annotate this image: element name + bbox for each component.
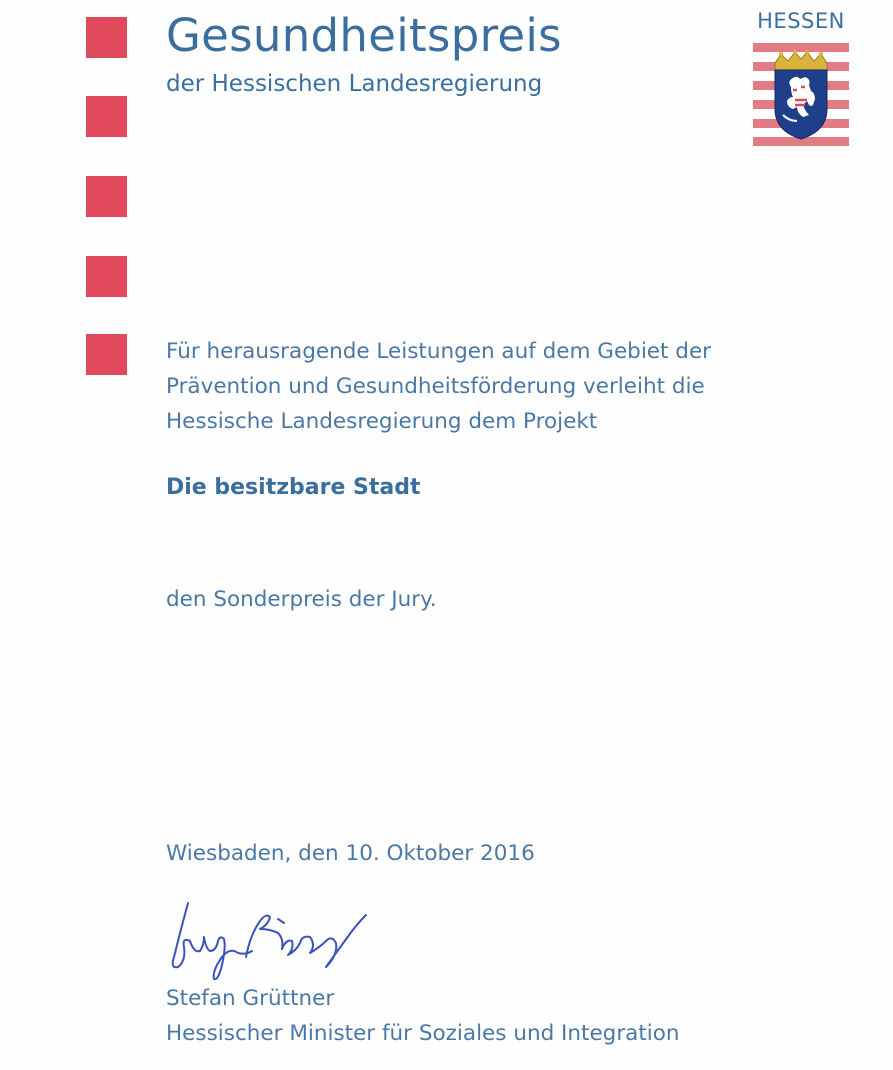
statement-line: Für herausragende Leistungen auf dem Gebiet der — [166, 339, 712, 364]
decorative-square — [86, 256, 127, 297]
decorative-square — [86, 334, 127, 375]
signer-name: Stefan Grüttner — [166, 986, 335, 1011]
award-statement — [166, 334, 711, 439]
decorative-square — [86, 176, 127, 217]
place-and-date: Wiesbaden, den 10. Oktober 2016 — [166, 841, 535, 866]
prize-text: den Sonderpreis der Jury. — [166, 587, 437, 612]
decorative-square — [86, 17, 127, 58]
decorative-square — [86, 96, 127, 137]
statement-line: Prävention und Gesundheitsförderung verleiht die — [166, 374, 705, 399]
award-title: Gesundheitspreis — [166, 9, 562, 62]
hessen-coat-of-arms-icon — [753, 43, 849, 146]
handwritten-signature — [160, 895, 380, 990]
hessen-wordmark: HESSEN — [757, 9, 845, 33]
signer-role: Hessischer Minister für Soziales und Integration — [166, 1021, 680, 1046]
hessen-logo — [753, 10, 849, 33]
award-subtitle: der Hessischen Landesregierung — [166, 71, 543, 97]
statement-line: Hessische Landesregierung dem Projekt — [166, 409, 598, 434]
project-name: Die besitzbare Stadt — [166, 475, 421, 500]
